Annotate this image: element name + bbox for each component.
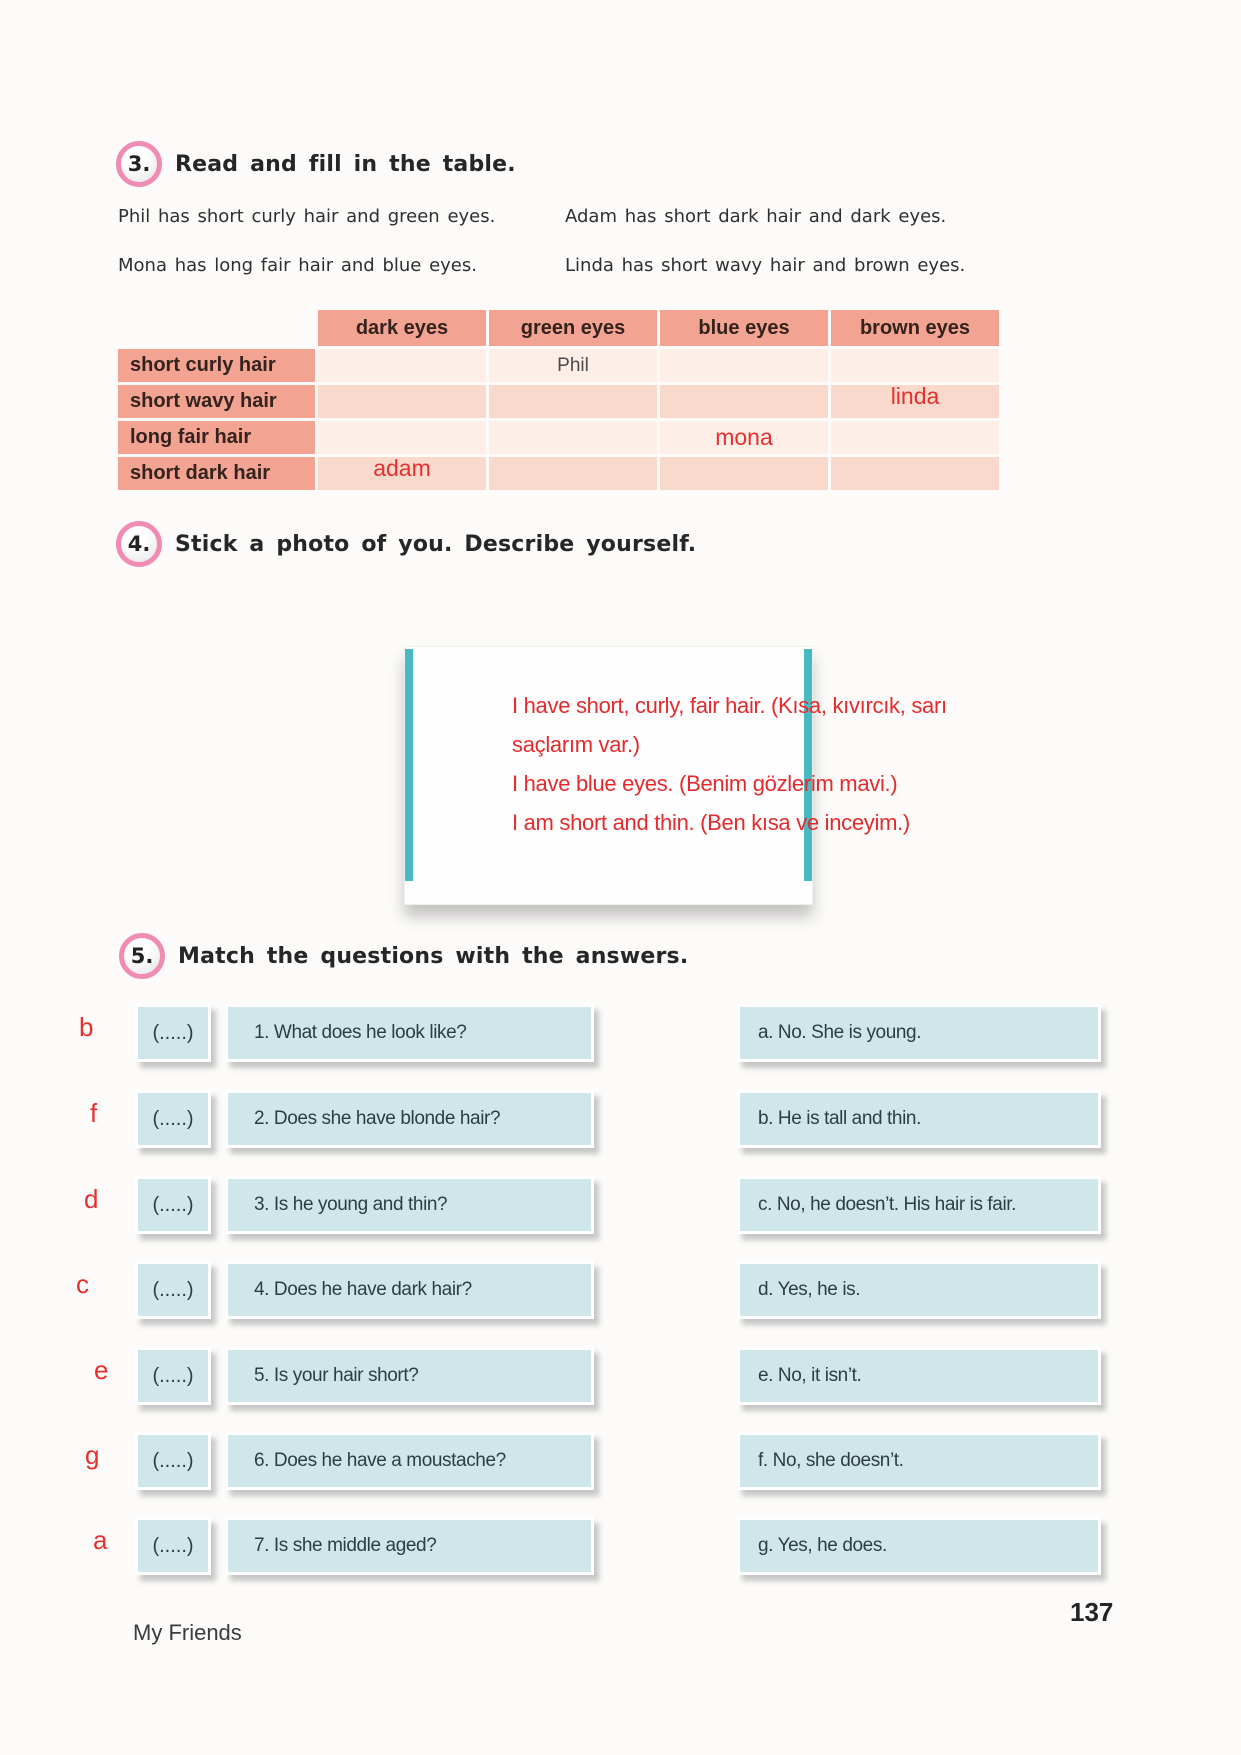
table-cell	[660, 349, 828, 382]
handwritten-answer-letter: g	[85, 1440, 100, 1470]
col-header-green-eyes: green eyes	[489, 310, 657, 346]
question-box: 5. Is your hair short?	[225, 1347, 594, 1405]
question-box: 4. Does he have dark hair?	[225, 1261, 594, 1319]
answer-box: f. No, she doesn’t.	[737, 1432, 1101, 1490]
answer-blank: (.....)	[135, 1261, 211, 1319]
match-row-4	[0, 1261, 1241, 1319]
col-header-brown-eyes: brown eyes	[831, 310, 999, 346]
handwritten-answer-letter: a	[93, 1525, 108, 1555]
self-description-note	[512, 686, 947, 842]
table-answer-mona: mona	[660, 421, 828, 454]
col-header-blue-eyes: blue eyes	[660, 310, 828, 346]
row-header-short-wavy-hair: short wavy hair	[118, 385, 315, 418]
table-cell	[831, 457, 999, 490]
handwritten-answer-letter: d	[84, 1184, 99, 1214]
table-cell	[660, 457, 828, 490]
handwritten-answer-letter: c	[76, 1269, 89, 1299]
sentence-adam: Adam has short dark hair and dark eyes.	[565, 206, 947, 227]
answer-box: d. Yes, he is.	[737, 1261, 1101, 1319]
footer-unit-title: My Friends	[133, 1620, 242, 1645]
table-answer-phil: Phil	[489, 349, 657, 382]
row-header-short-dark-hair: short dark hair	[118, 457, 315, 490]
answer-blank: (.....)	[135, 1176, 211, 1234]
sentence-phil: Phil has short curly hair and green eyes.	[118, 206, 496, 227]
answer-box: c. No, he doesn’t. His hair is fair.	[737, 1176, 1101, 1234]
exercise4-title: Stick a photo of you. Describe yourself.	[175, 532, 697, 557]
col-header-dark-eyes: dark eyes	[318, 310, 486, 346]
eye-hair-table	[115, 307, 1002, 493]
table-cell	[660, 385, 828, 418]
sentence-linda: Linda has short wavy hair and brown eyes.	[565, 255, 966, 276]
match-row-5	[0, 1347, 1241, 1405]
answer-box: g. Yes, he does.	[737, 1517, 1101, 1575]
table-cell	[489, 457, 657, 490]
question-box: 2. Does she have blonde hair?	[225, 1090, 594, 1148]
exercise3-badge	[116, 141, 162, 187]
sentence-mona: Mona has long fair hair and blue eyes.	[118, 255, 477, 276]
handwritten-answer-letter: b	[79, 1012, 94, 1042]
answer-blank: (.....)	[135, 1517, 211, 1575]
note-line: I have short, curly, fair hair. (Kısa, kıvırcık, sarı	[512, 693, 947, 718]
match-row-7	[0, 1517, 1241, 1575]
answer-blank: (.....)	[135, 1090, 211, 1148]
table-cell	[318, 421, 486, 454]
match-row-1	[0, 1004, 1241, 1062]
answer-blank: (.....)	[135, 1004, 211, 1062]
exercise5-badge	[119, 933, 165, 979]
question-box: 6. Does he have a moustache?	[225, 1432, 594, 1490]
handwritten-answer-letter: f	[90, 1098, 98, 1128]
exercise4-badge	[116, 521, 162, 567]
table-answer-adam: adam	[318, 457, 486, 490]
table-cell	[489, 421, 657, 454]
table-cell	[489, 385, 657, 418]
match-row-3	[0, 1176, 1241, 1234]
table-cell	[831, 349, 999, 382]
match-row-6	[0, 1432, 1241, 1490]
row-header-short-curly-hair: short curly hair	[118, 349, 315, 382]
page-number: 137	[1070, 1597, 1114, 1627]
answer-box: b. He is tall and thin.	[737, 1090, 1101, 1148]
question-box: 3. Is he young and thin?	[225, 1176, 594, 1234]
table-answer-linda: linda	[831, 385, 999, 418]
exercise3-number: 3.	[127, 152, 151, 176]
question-box: 1. What does he look like?	[225, 1004, 594, 1062]
note-line: I have blue eyes. (Benim gözlerim mavi.)	[512, 771, 898, 796]
answer-box: e. No, it isn’t.	[737, 1347, 1101, 1405]
exercise4-number: 4.	[127, 532, 151, 556]
note-line: saçlarım var.)	[512, 732, 640, 757]
note-line: I am short and thin. (Ben kısa ve inceyim.)	[512, 810, 910, 835]
exercise5-title: Match the questions with the answers.	[178, 944, 689, 969]
answer-box: a. No. She is young.	[737, 1004, 1101, 1062]
table-cell	[318, 349, 486, 382]
answer-blank: (.....)	[135, 1432, 211, 1490]
table-cell	[831, 421, 999, 454]
question-box: 7. Is she middle aged?	[225, 1517, 594, 1575]
table-corner-cell	[118, 310, 315, 346]
row-header-long-fair-hair: long fair hair	[118, 421, 315, 454]
exercise5-number: 5.	[130, 944, 154, 968]
handwritten-answer-letter: e	[94, 1355, 109, 1385]
photo-frame-bar-left	[405, 649, 413, 881]
match-row-2	[0, 1090, 1241, 1148]
answer-blank: (.....)	[135, 1347, 211, 1405]
exercise3-title: Read and fill in the table.	[175, 152, 516, 177]
table-cell	[318, 385, 486, 418]
